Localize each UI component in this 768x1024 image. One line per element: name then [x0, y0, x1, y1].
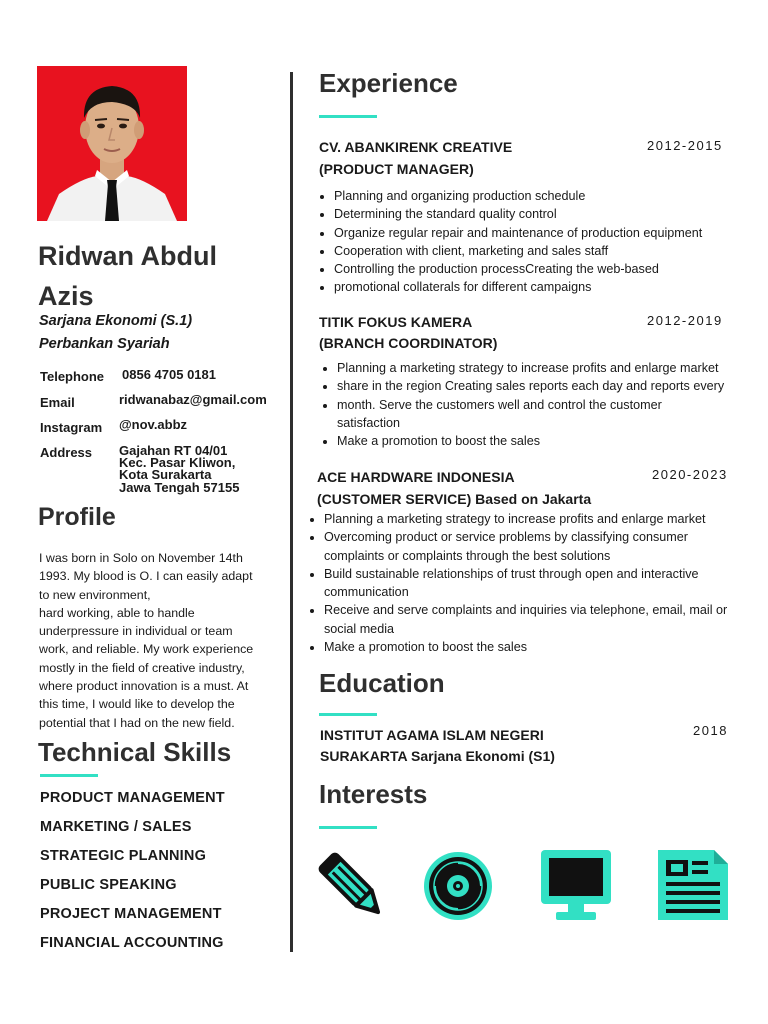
interests-heading: Interests — [319, 779, 428, 809]
job-company: ACE HARDWARE INDONESIA — [317, 469, 515, 485]
list-item: • promotional collaterals for different campaigns — [334, 278, 764, 296]
job-company: TITIK FOKUS KAMERA — [319, 314, 473, 330]
column-divider — [290, 72, 293, 952]
job-duties — [322, 359, 762, 450]
computer-monitor-icon — [540, 848, 612, 924]
list-item: • Overcoming product or service problems by classifying consumer complaints or complaints through the best solutions — [324, 528, 724, 565]
email-value: ridwanabaz@gmail.com — [119, 392, 267, 407]
profile-line: to new environment, — [39, 587, 151, 602]
profile-line: mostly in the field of creative industry, — [39, 660, 245, 675]
list-item: • Organize regular repair and maintenance of production equipment — [334, 224, 764, 242]
address-line: Gajahan RT 04/01 — [119, 443, 228, 458]
job-duties — [309, 510, 749, 656]
telephone-label: Telephone — [40, 369, 105, 384]
person-portrait — [37, 66, 187, 221]
education-accent-bar — [319, 713, 377, 716]
job-role: (CUSTOMER SERVICE) Based on Jakarta — [317, 491, 592, 507]
full-name-line2: Azis — [38, 281, 94, 311]
profile-line: this time, I would like to develop the — [39, 697, 235, 712]
list-item: • Make a promotion to boost the sales — [337, 432, 762, 450]
profile-photo — [37, 66, 187, 221]
experience-accent-bar — [319, 115, 377, 118]
list-item: • Planning a marketing strategy to increase profits and enlarge market — [337, 359, 762, 377]
job-years: 2012-2015 — [647, 138, 723, 153]
degree-line1: Sarjana Ekonomi (S.1) — [39, 313, 193, 329]
job-years: 2012-2019 — [647, 313, 723, 328]
job-role: (BRANCH COORDINATOR) — [319, 335, 498, 351]
list-item: • share in the region Creating sales reports each day and reports every — [337, 377, 762, 395]
vinyl-record-icon — [423, 848, 495, 924]
telephone-value: 0856 4705 0181 — [122, 367, 216, 382]
skill-item: PUBLIC SPEAKING — [40, 877, 177, 893]
degree-line2: Perbankan Syariah — [39, 336, 170, 352]
job-company: CV. ABANKIRENK CREATIVE — [319, 139, 513, 155]
instagram-label: Instagram — [40, 420, 103, 435]
skill-item: STRATEGIC PLANNING — [40, 848, 207, 864]
address-label: Address — [40, 445, 93, 460]
email-label: Email — [40, 395, 75, 410]
experience-heading: Experience — [319, 68, 458, 98]
education-heading: Education — [319, 668, 445, 698]
education-year: 2018 — [693, 723, 728, 738]
job-years: 2020-2023 — [652, 467, 728, 482]
profile-text — [39, 549, 279, 732]
skills-heading: Technical Skills — [38, 737, 232, 767]
profile-line: I was born in Solo on November 14th — [39, 551, 243, 565]
profile-line: work, and reliable. My work experience — [39, 642, 254, 657]
interests-accent-bar — [319, 826, 377, 829]
list-item: • Make a promotion to boost the sales — [324, 638, 749, 656]
address-line: Kota Surakarta — [119, 467, 212, 482]
profile-line: 1993. My blood is O. I can easily adapt — [39, 569, 253, 584]
address-line: Jawa Tengah 57155 — [119, 480, 240, 495]
education-institution: INSTITUT AGAMA ISLAM NEGERI — [320, 727, 544, 743]
profile-line: where product innovation is a must. At — [39, 679, 249, 694]
job-role: (PRODUCT MANAGER) — [319, 161, 474, 177]
profile-heading: Profile — [38, 503, 116, 531]
list-item: • Planning and organizing production schedule — [334, 187, 764, 205]
profile-line: underpressure in individual or team — [39, 624, 233, 639]
list-item: • Planning a marketing strategy to increase profits and enlarge market — [324, 510, 749, 528]
instagram-value: @nov.abbz — [119, 417, 188, 432]
list-item: • Cooperation with client, marketing and sales staff — [334, 242, 764, 260]
skill-item: PROJECT MANAGEMENT — [40, 906, 222, 922]
skill-item: PRODUCT MANAGEMENT — [40, 790, 225, 806]
skills-accent-bar — [40, 774, 98, 777]
full-name-line1: Ridwan Abdul — [38, 241, 217, 271]
job-duties — [319, 187, 764, 297]
skill-item: MARKETING / SALES — [40, 819, 192, 835]
list-item: • Receive and serve complaints and inquiries via telephone, email, mail or social media — [324, 601, 739, 638]
address-line: Kec. Pasar Kliwon, — [119, 455, 236, 470]
pencil-icon — [318, 848, 390, 924]
profile-line: potential that I had on the new field. — [39, 715, 235, 730]
skill-item: FINANCIAL ACCOUNTING — [40, 935, 224, 951]
education-degree: SURAKARTA Sarjana Ekonomi (S1) — [320, 748, 555, 764]
newspaper-icon — [656, 848, 728, 924]
list-item: • Build sustainable relationships of trust through open and interactive communication — [324, 565, 729, 602]
profile-line: hard working, able to handle — [39, 605, 195, 620]
list-item: • Determining the standard quality control — [334, 205, 764, 223]
list-item: • Controlling the production processCreating the web-based — [334, 260, 764, 278]
list-item: • month. Serve the customers well and control the customer satisfaction — [337, 396, 692, 433]
